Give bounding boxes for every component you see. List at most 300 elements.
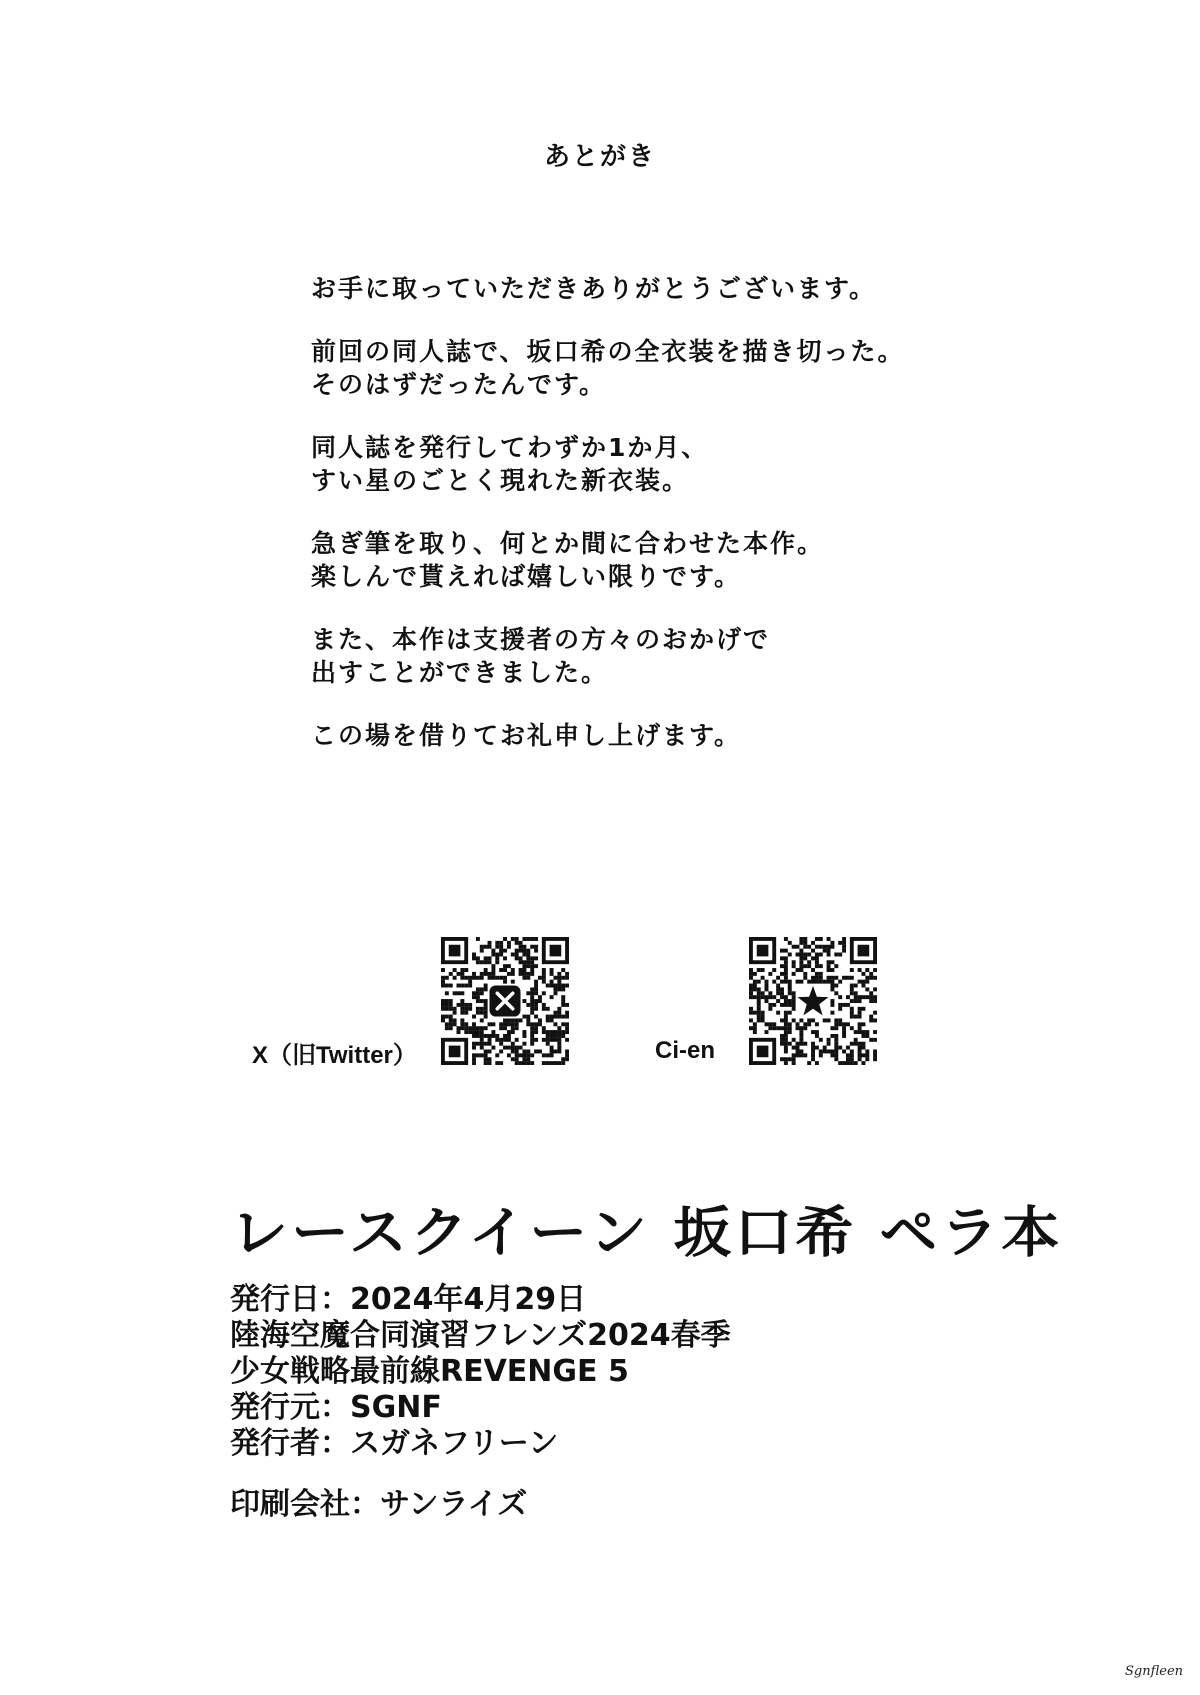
qr-module: [565, 1049, 569, 1053]
qr-module: [784, 937, 788, 941]
qr-module: [788, 1030, 792, 1034]
qr-module: [792, 1007, 796, 1011]
qr-module: [850, 1057, 854, 1061]
qr-module: [784, 1042, 788, 1046]
afterword-paragraph: お手に取っていただきありがとうございます。: [311, 274, 877, 303]
qr-module: [757, 1007, 761, 1011]
qr-module: [854, 995, 858, 999]
qr-module: [846, 1003, 850, 1007]
qr-module: [542, 972, 546, 976]
qr-module: [842, 1003, 846, 1007]
qr-module: [753, 972, 757, 976]
qr-module: [834, 984, 838, 988]
qr-module: [511, 972, 515, 976]
qr-module: [834, 1038, 838, 1042]
qr-module: [757, 968, 761, 972]
qr-module: [546, 1034, 550, 1038]
qr-module: [850, 999, 854, 1003]
qr-module: [784, 980, 788, 984]
qr-module: [522, 972, 526, 976]
qr-module: [799, 960, 803, 964]
qr-module: [519, 949, 523, 953]
qr-module: [842, 949, 846, 953]
qr-module: [557, 1026, 561, 1030]
qr-module: [476, 991, 480, 995]
qr-module: [503, 980, 507, 984]
qr-module: [811, 1018, 815, 1022]
qr-module: [842, 945, 846, 949]
qr-module: [484, 984, 488, 988]
qr-module: [550, 1049, 554, 1053]
qr-module: [526, 991, 530, 995]
qr-module: [830, 941, 834, 945]
qr-module: [803, 964, 807, 968]
qr-module: [526, 953, 530, 957]
qr-module: [557, 1011, 561, 1015]
qr-module: [834, 1022, 838, 1026]
afterword-paragraph: 前回の同人誌で、坂口希の全衣装を描き切った。 そのはずだったんです。: [311, 337, 905, 399]
qr-module: [530, 1061, 534, 1065]
qr-module: [865, 1030, 869, 1034]
qr-module: [788, 987, 792, 991]
qr-module: [542, 1038, 546, 1042]
qr-module: [768, 1026, 772, 1030]
qr-module: [838, 1061, 842, 1065]
qr-module: [503, 956, 507, 960]
qr-module: [534, 1030, 538, 1034]
qr-module: [792, 1046, 796, 1050]
qr-module: [526, 1049, 530, 1053]
qr-module: [749, 1011, 753, 1015]
qr-module: [546, 1018, 550, 1022]
qr-module: [542, 1053, 546, 1057]
qr-module: [796, 945, 800, 949]
qr-module: [799, 980, 803, 984]
qr-module: [834, 964, 838, 968]
qr-module: [792, 991, 796, 995]
qr-module: [815, 972, 819, 976]
colophon: [230, 1282, 731, 1523]
qr-module: [480, 991, 484, 995]
qr-module: [865, 976, 869, 980]
qr-module: [522, 1015, 526, 1019]
qr-module: [792, 1003, 796, 1007]
qr-module: [850, 1011, 854, 1015]
qr-module: [542, 1061, 546, 1065]
qr-module: [507, 1030, 511, 1034]
qr-module: [784, 1038, 788, 1042]
qr-module: [453, 976, 457, 980]
qr-module: [834, 1026, 838, 1030]
qr-module: [534, 1049, 538, 1053]
book-title: レースクイーン 坂口希 ペラ本: [230, 1200, 1063, 1265]
qr-module: [842, 1049, 846, 1053]
qr-module: [815, 945, 819, 949]
qr-module: [484, 999, 488, 1003]
qr-module: [557, 976, 561, 980]
qr-module: [827, 1018, 831, 1022]
qr-module: [491, 1022, 495, 1026]
qr-module: [476, 1007, 480, 1011]
qr-module: [484, 972, 488, 976]
qr-module: [561, 995, 565, 999]
qr-module: [811, 1030, 815, 1034]
qr-module: [499, 941, 503, 945]
qr-module: [838, 941, 842, 945]
qr-module: [534, 956, 538, 960]
qr-module: [815, 956, 819, 960]
qr-module: [495, 1061, 499, 1065]
cien-label: Ci-en: [655, 1037, 715, 1064]
qr-module: [522, 937, 526, 941]
qr-module: [753, 1011, 757, 1015]
qr-module: [526, 949, 530, 953]
qr-module: [453, 1022, 457, 1026]
qr-module: [811, 976, 815, 980]
qr-module: [534, 987, 538, 991]
qr-module: [784, 949, 788, 953]
qr-module: [511, 1046, 515, 1050]
qr-module: [838, 1007, 842, 1011]
qr-module: [842, 1061, 846, 1065]
qr-module: [515, 1049, 519, 1053]
qr-module: [780, 991, 784, 995]
qr-module: [457, 984, 461, 988]
qr-module: [530, 968, 534, 972]
qr-module: [858, 1011, 862, 1015]
qr-module: [749, 968, 753, 972]
qr-module: [792, 964, 796, 968]
qr-module: [784, 1003, 788, 1007]
qr-module: [858, 1053, 862, 1057]
qr-module: [503, 1026, 507, 1030]
qr-module: [753, 984, 757, 988]
qr-module: [534, 1038, 538, 1042]
event-name: 陸海空魔合同演習フレンズ2024春季: [230, 1318, 731, 1353]
qr-module: [819, 980, 823, 984]
qr-module: [865, 995, 869, 999]
qr-module: [561, 987, 565, 991]
qr-module: [799, 1042, 803, 1046]
qr-module: [858, 999, 862, 1003]
qr-module: [530, 937, 534, 941]
qr-module: [557, 1038, 561, 1042]
qr-module: [449, 1022, 453, 1026]
qr-module: [507, 1034, 511, 1038]
qr-module: [788, 1026, 792, 1030]
qr-module: [780, 949, 784, 953]
qr-module: [472, 1030, 476, 1034]
qr-module: [476, 956, 480, 960]
qr-module: [530, 1038, 534, 1042]
qr-module: [441, 999, 445, 1003]
qr-module: [765, 1030, 769, 1034]
qr-module: [772, 968, 776, 972]
qr-module: [457, 1030, 461, 1034]
qr-module: [526, 1053, 530, 1057]
qr-module: [484, 968, 488, 972]
qr-module: [553, 991, 557, 995]
qr-module: [530, 1011, 534, 1015]
qr-module: [830, 1011, 834, 1015]
qr-module: [796, 980, 800, 984]
qr-module: [873, 976, 877, 980]
qr-module: [472, 1026, 476, 1030]
qr-module: [484, 1007, 488, 1011]
qr-module: [803, 953, 807, 957]
qr-module: [873, 987, 877, 991]
qr-module: [526, 956, 530, 960]
qr-module: [553, 1022, 557, 1026]
qr-module: [846, 1022, 850, 1026]
qr-module: [753, 1026, 757, 1030]
qr-module: [846, 995, 850, 999]
qr-module: [460, 976, 464, 980]
qr-module: [827, 980, 831, 984]
qr-module: [464, 1026, 468, 1030]
qr-module: [550, 1015, 554, 1019]
qr-module: [776, 999, 780, 1003]
qr-module: [768, 1022, 772, 1026]
qr-module: [815, 1022, 819, 1026]
qr-module: [788, 1057, 792, 1061]
qr-module: [819, 945, 823, 949]
qr-module: [850, 1049, 854, 1053]
qr-module: [873, 1053, 877, 1057]
qr-module: [865, 1034, 869, 1038]
qr-module: [565, 972, 569, 976]
qr-module: [838, 953, 842, 957]
qr-module: [784, 1011, 788, 1015]
qr-module: [534, 1007, 538, 1011]
qr-module: [565, 1053, 569, 1057]
qr-module: [476, 1034, 480, 1038]
qr-module: [780, 1042, 784, 1046]
qr-module: [534, 1003, 538, 1007]
qr-module: [796, 1046, 800, 1050]
qr-module: [830, 987, 834, 991]
qr-module: [511, 980, 515, 984]
qr-module: [788, 1003, 792, 1007]
qr-module: [861, 1007, 865, 1011]
qr-module: [830, 976, 834, 980]
qr-module: [550, 984, 554, 988]
qr-module: [441, 1018, 445, 1022]
qr-module: [803, 976, 807, 980]
qr-module: [484, 987, 488, 991]
qr-module: [776, 991, 780, 995]
qr-module: [861, 1022, 865, 1026]
qr-module: [780, 1034, 784, 1038]
qr-module: [873, 999, 877, 1003]
qr-module: [441, 980, 445, 984]
qr-module: [784, 1061, 788, 1065]
qr-module: [854, 1030, 858, 1034]
qr-module: [488, 945, 492, 949]
qr-module: [507, 1018, 511, 1022]
qr-module: [495, 956, 499, 960]
qr-module: [464, 984, 468, 988]
x-twitter-qr-code[interactable]: [441, 937, 569, 1065]
qr-module: [865, 1057, 869, 1061]
qr-module: [830, 999, 834, 1003]
qr-finder: [449, 1046, 461, 1058]
qr-module: [499, 953, 503, 957]
qr-module: [522, 999, 526, 1003]
qr-module: [765, 980, 769, 984]
qr-module: [495, 1053, 499, 1057]
qr-module: [460, 968, 464, 972]
qr-module: [858, 995, 862, 999]
qr-module: [761, 1011, 765, 1015]
qr-module: [780, 1018, 784, 1022]
qr-module: [788, 999, 792, 1003]
qr-module: [869, 995, 873, 999]
qr-module: [550, 1046, 554, 1050]
qr-module: [449, 1018, 453, 1022]
qr-module: [838, 1003, 842, 1007]
qr-module: [534, 999, 538, 1003]
qr-module: [495, 1034, 499, 1038]
qr-module: [460, 1011, 464, 1015]
qr-module: [530, 1030, 534, 1034]
qr-module: [519, 968, 523, 972]
qr-module: [519, 972, 523, 976]
qr-module: [499, 1022, 503, 1026]
qr-module: [865, 1049, 869, 1053]
qr-module: [507, 972, 511, 976]
qr-module: [457, 1003, 461, 1007]
qr-module: [561, 1061, 565, 1065]
qr-module: [519, 956, 523, 960]
qr-module: [811, 941, 815, 945]
qr-module: [827, 1049, 831, 1053]
qr-module: [784, 956, 788, 960]
qr-module: [784, 1046, 788, 1050]
qr-module: [788, 1022, 792, 1026]
qr-module: [799, 1018, 803, 1022]
qr-module: [772, 995, 776, 999]
qr-module: [445, 999, 449, 1003]
qr-module: [784, 972, 788, 976]
qr-module: [788, 1011, 792, 1015]
qr-module: [522, 976, 526, 980]
qr-module: [784, 976, 788, 980]
qr-module: [538, 999, 542, 1003]
qr-module: [460, 999, 464, 1003]
qr-module: [449, 1007, 453, 1011]
qr-module: [522, 968, 526, 972]
qr-module: [792, 972, 796, 976]
qr-module: [827, 945, 831, 949]
qr-module: [511, 1042, 515, 1046]
qr-module: [503, 949, 507, 953]
qr-module: [792, 1057, 796, 1061]
qr-module: [526, 964, 530, 968]
qr-module: [557, 1042, 561, 1046]
qr-module: [842, 1026, 846, 1030]
qr-module: [445, 1007, 449, 1011]
qr-module: [441, 984, 445, 988]
qr-module: [488, 976, 492, 980]
qr-module: [449, 999, 453, 1003]
qr-module: [542, 980, 546, 984]
qr-module: [457, 991, 461, 995]
qr-module: [780, 1026, 784, 1030]
cien-qr-code[interactable]: [749, 937, 877, 1065]
qr-module: [460, 991, 464, 995]
qr-module: [873, 1049, 877, 1053]
qr-module: [861, 1061, 865, 1065]
qr-module: [807, 953, 811, 957]
qr-module: [526, 1061, 530, 1065]
qr-module: [869, 1015, 873, 1019]
qr-module: [830, 984, 834, 988]
qr-module: [788, 980, 792, 984]
qr-module: [865, 980, 869, 984]
qr-module: [530, 960, 534, 964]
qr-module: [819, 964, 823, 968]
qr-module: [519, 1061, 523, 1065]
qr-module: [460, 1007, 464, 1011]
qr-module: [861, 1030, 865, 1034]
qr-module: [850, 984, 854, 988]
qr-module: [803, 1053, 807, 1057]
qr-module: [522, 1061, 526, 1065]
qr-module: [542, 1007, 546, 1011]
qr-module: [827, 937, 831, 941]
qr-module: [488, 1038, 492, 1042]
qr-module: [757, 1018, 761, 1022]
qr-module: [815, 1030, 819, 1034]
qr-module: [460, 984, 464, 988]
qr-module: [468, 980, 472, 984]
qr-module: [484, 960, 488, 964]
qr-module: [842, 1034, 846, 1038]
qr-module: [834, 1018, 838, 1022]
qr-module: [827, 953, 831, 957]
qr-module: [823, 949, 827, 953]
qr-module: [858, 1007, 862, 1011]
qr-module: [503, 968, 507, 972]
qr-module: [526, 1018, 530, 1022]
qr-module: [445, 1015, 449, 1019]
qr-module: [827, 1042, 831, 1046]
qr-module: [753, 1030, 757, 1034]
qr-module: [453, 1011, 457, 1015]
qr-module: [865, 968, 869, 972]
qr-module: [542, 1026, 546, 1030]
qr-module: [522, 1057, 526, 1061]
social-links: [0, 935, 1200, 1069]
afterword-paragraph: この場を借りてお礼申し上げます。: [311, 721, 742, 750]
qr-module: [869, 991, 873, 995]
qr-module: [515, 1022, 519, 1026]
qr-module: [491, 1046, 495, 1050]
qr-module: [815, 960, 819, 964]
qr-module: [484, 1034, 488, 1038]
qr-module: [834, 991, 838, 995]
qr-module: [869, 972, 873, 976]
qr-module: [561, 1003, 565, 1007]
qr-module: [561, 1034, 565, 1038]
qr-module: [761, 1015, 765, 1019]
qr-module: [850, 987, 854, 991]
qr-module: [749, 1018, 753, 1022]
qr-module: [873, 1038, 877, 1042]
qr-module: [480, 999, 484, 1003]
qr-module: [519, 960, 523, 964]
